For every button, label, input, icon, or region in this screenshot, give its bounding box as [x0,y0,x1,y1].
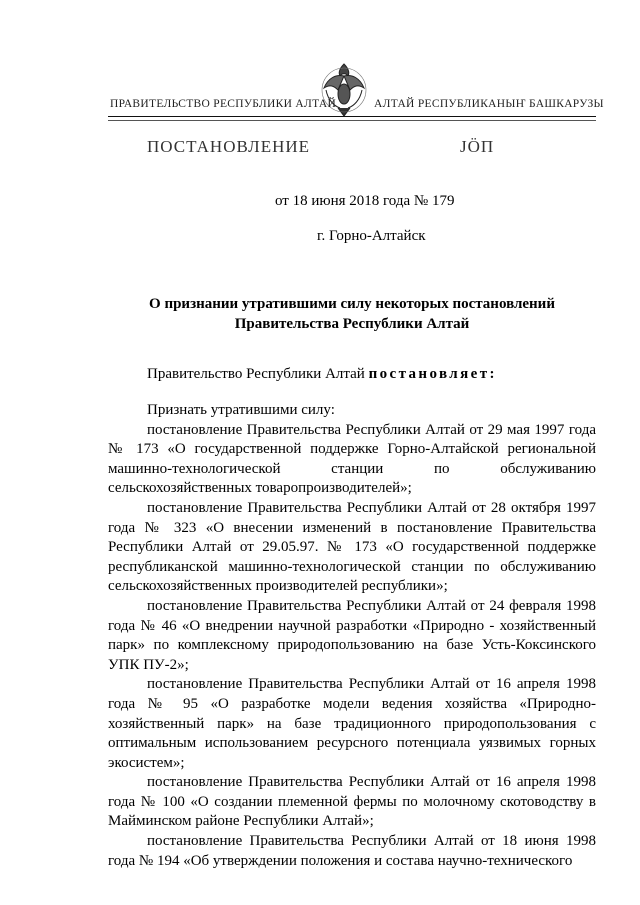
document-date: от 18 июня 2018 года № 179 [275,193,455,209]
preamble-emphasis: постановляет: [368,366,497,382]
list-item: постановление Правительства Республики Алтай от 24 февраля 1998 года № 46 «О внедрении научной разработки «Природно - хозяйственный парк» по комплексному природопользованию на базе Усть-Коксинского УПК ПУ-2»; [108,597,596,673]
list-item: постановление Правительства Республики Алтай от 18 июня 1998 года № 194 «Об утверждении положения и состава научно-технического [108,833,596,869]
document-city: г. Горно-Алтайск [317,228,426,244]
preamble-text: Правительство Республики Алтай [147,366,365,382]
list-item: постановление Правительства Республики Алтай от 16 апреля 1998 года № 95 «О разработке модели ведения хозяйства «Природно-хозяйственный парк» на базе традиционного природопользования с оптимальным использованием ресурсного потенциала уязвимых горных экосистем»; [108,676,596,771]
coat-of-arms-eagle-icon [320,60,368,120]
list-item: постановление Правительства Республики Алтай от 28 октября 1997 года № 323 «О внесении изменений в постановление Правительства Республики Алтай от 29.05.97. № 173 «О государственной поддержке республиканской машинно-технологической станции по обслуживанию сельскохозяйственных производителей республики»; [108,499,596,595]
body-intro: Признать утратившими силу: [147,402,335,418]
title-line-1: О признании утратившими силу некоторых постановлений [149,296,555,312]
title-line-2: Правительства Республики Алтай [234,316,470,332]
document-title [108,294,596,334]
list-item: постановление Правительства Республики Алтай от 16 апреля 1998 года № 100 «О создании племенной фермы по молочному скотоводству в Майминском районе Республики Алтай»; [108,774,596,830]
document-body [108,401,596,871]
government-title-alt: АЛТАЙ РЕСПУБЛИКАНЫҤ БАШКАРУЗЫ [374,98,604,110]
preamble [147,366,497,383]
header-divider-thick [108,116,596,117]
header-divider-thin [108,120,596,121]
document-type-alt: ЈӦП [460,137,495,156]
list-item: постановление Правительства Республики Алтай от 29 мая 1997 года № 173 «О государственной поддержке Горно-Алтайской региональной машинно-технологической станции по обслуживанию сельскохозяйственных товаропроизводителей»; [108,421,596,497]
government-title-ru: ПРАВИТЕЛЬСТВО РЕСПУБЛИКИ АЛТАЙ [110,98,337,110]
document-type-ru: ПОСТАНОВЛЕНИЕ [147,137,311,156]
